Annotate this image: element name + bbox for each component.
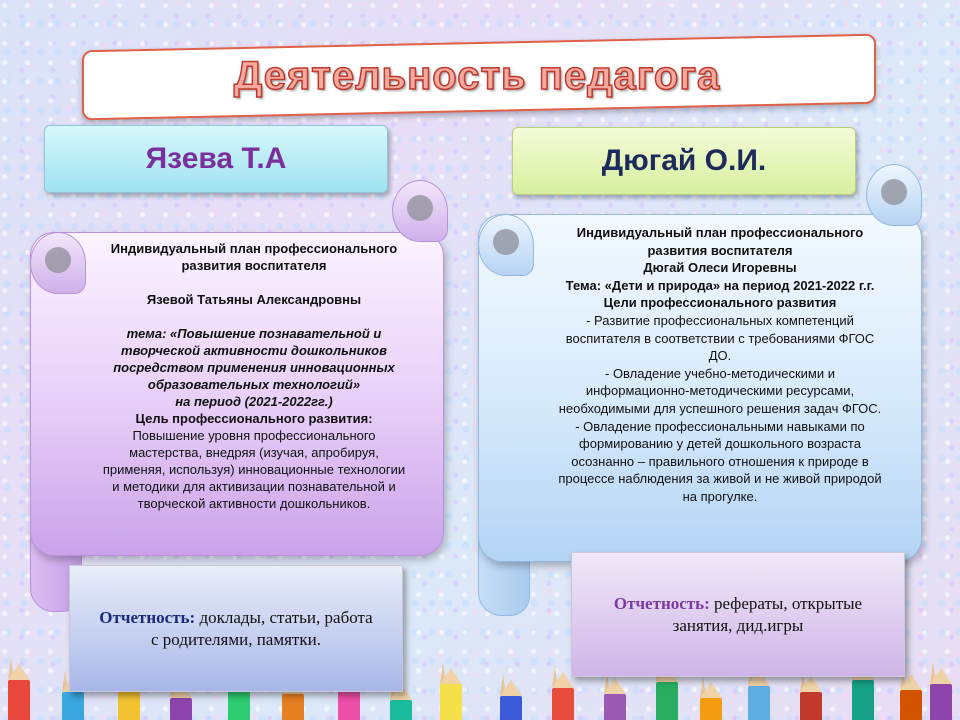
pencil-icon [338,690,360,720]
pencil-icon [282,694,304,720]
pencil-icon [604,694,626,720]
scroll-left-side-curl-icon [30,232,86,294]
pencil-icon [500,696,522,720]
goal-line: - Развитие профессиональных компетенций [586,312,854,328]
pencil-icon [900,690,922,720]
goals-heading: Цели профессионального развития [603,295,837,311]
pencil-tip-icon [440,668,462,684]
report-box-right [571,552,905,677]
pencil-tip-icon [930,668,952,684]
goal-heading: Цель профессионального развития: [135,411,373,426]
goal-line: - Овладение профессиональными навыками по [575,418,865,434]
goal-line: воспитателя в соответствии с требованиями ФГОС [565,330,875,346]
report-text: с родителями, памятки. [151,629,321,649]
plan-text-right [536,224,904,506]
goal-line: осознанно – правильного отношения к природе в [571,453,869,469]
pencil-icon [390,700,412,720]
pencil-tip-icon [700,682,722,698]
report-label: Отчетность: [99,607,196,627]
pencil-icon [440,684,462,720]
plan-title-line: развития воспитателя [647,242,793,258]
goal-line: формированию у детей дошкольного возраста [579,436,861,452]
plan-text-left [86,240,422,512]
pencil-icon [748,686,770,720]
pencil-icon [552,688,574,720]
topic-line: посредством применения инновационных [113,360,395,375]
pencil-tip-icon [500,680,522,696]
pencil-icon [170,698,192,720]
report-label: Отчетность: [613,593,710,613]
name-card-right [512,127,856,195]
topic-line: на период (2021-2022гг.) [175,394,333,409]
report-text: доклады, статьи, работа [199,607,373,627]
person-name: Язевой Татьяны Александровны [146,292,362,307]
name-right-label: Дюгай О.И. [601,144,767,177]
plan-title-line: Индивидуальный план профессионального [110,241,398,256]
person-name: Дюгай Олеси Игоревны [643,260,797,276]
topic-line: творческой активности дошкольников [121,343,387,358]
topic-line: образовательных технологий» [147,377,361,392]
goal-line: ДО. [708,348,732,364]
plan-title-line: развития воспитателя [181,258,327,273]
pencil-icon [8,680,30,720]
scroll-right-side-curl-icon [478,214,534,276]
plan-title-line: Индивидуальный план профессионального [576,225,864,240]
goal-line: процессе наблюдения за живой и не живой природой [558,471,882,487]
pencil-tip-icon [800,676,822,692]
report-box-left [69,565,403,692]
name-left-label: Язева Т.А [145,142,287,175]
goal-line: необходимыми для успешного решения задач ФГОС. [558,400,882,416]
pencil-icon [800,692,822,720]
goal-line: - Овладение учебно-методическими и [605,365,835,381]
pencil-icon [656,682,678,720]
goal-line: Повышение уровня профессионального [132,428,376,443]
pencil-icon [700,698,722,720]
report-text: занятия, дид.игры [672,615,804,635]
goal-line: творческой активности дошкольников. [137,496,371,511]
goal-line: на прогулке. [682,488,758,504]
scroll-right-curl-icon [866,164,922,226]
scroll-left-curl-icon [392,180,448,242]
goal-line: применяя, используя) инновационные технологии [102,462,406,477]
pencil-icon [930,684,952,720]
page-title: Деятельность педагога [233,54,721,98]
goal-line: информационно-методическими ресурсами, [585,383,855,399]
pencil-icon [62,692,84,720]
topic-line: Тема: «Дети и природа» на период 2021-2022 г.г. [565,277,875,293]
topic-line: тема: «Повышение познавательной и [126,326,382,341]
goal-line: мастерства, внедряя (изучая, апробируя, [129,445,379,460]
pencil-tip-icon [604,678,626,694]
name-card-left [44,125,388,193]
pencil-icon [852,680,874,720]
pencil-tip-icon [8,664,30,680]
report-text: рефераты, открытые [714,593,863,613]
goal-line: и методики для активизации познавательной и [112,479,396,494]
